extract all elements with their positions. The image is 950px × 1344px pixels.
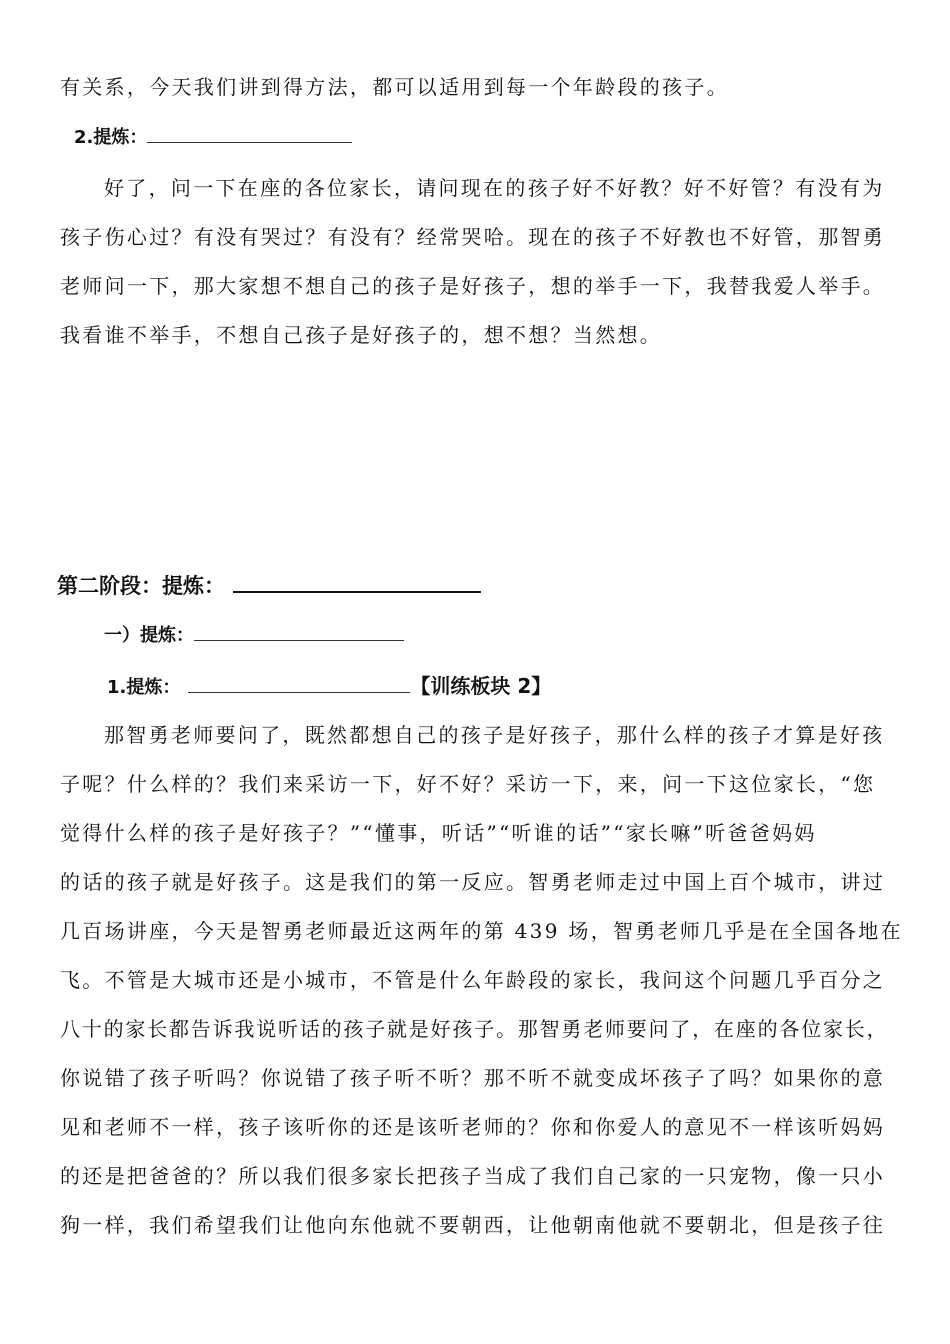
paragraph-line: 子呢？什么样的？我们来采访一下，好不好？采访一下，来，问一下这位家长，“您 (60, 772, 876, 796)
refine-label: 1.提炼： (107, 677, 181, 698)
paragraph-line: 你说错了孩子听吗？你说错了孩子听不听？那不听不就变成坏孩子了吗？如果你的意 (60, 1066, 886, 1090)
fill-in-blank (188, 676, 410, 693)
fill-in-blank (194, 624, 404, 641)
section-one-heading (104, 622, 404, 650)
refine-heading-2 (74, 124, 352, 152)
refine-label: 2.提炼： (74, 127, 148, 148)
training-block-tag: 【训练板块 2】 (410, 674, 552, 698)
paragraph-line: 我看谁不举手，不想自己孩子是好孩子的，想不想？当然想。 (60, 323, 663, 347)
paragraph-line: 几百场讲座，今天是智勇老师最近这两年的第 439 场，智勇老师几乎是在全国各地在 (60, 919, 903, 943)
fill-in-blank (147, 126, 352, 143)
paragraph-line: 八十的家长都告诉我说听话的孩子就是好孩子。那智勇老师要问了，在座的各位家长， (60, 1017, 889, 1041)
section-label: 一）提炼： (104, 625, 194, 646)
paragraph-line: 见和老师不一样，孩子该听你的还是该听老师的？你和你爱人的意见不一样该听妈妈 (60, 1115, 886, 1139)
fill-in-blank (233, 575, 481, 593)
text-line: 有关系，今天我们讲到得方法，都可以适用到每一个年龄段的孩子。 (60, 75, 729, 99)
paragraph-line: 好了，问一下在座的各位家长，请问现在的孩子好不好教？好不好管？有没有为 (104, 176, 885, 200)
refine-heading-1 (107, 672, 551, 702)
stage-two-heading (57, 572, 481, 600)
paragraph-line: 狗一样，我们希望我们让他向东他就不要朝西，让他朝南他就不要朝北，但是孩子往 (60, 1213, 886, 1237)
paragraph-line: 飞。不管是大城市还是小城市，不管是什么年龄段的家长，我问这个问题几乎百分之 (60, 968, 886, 992)
paragraph-line: 的还是把爸爸的？所以我们很多家长把孩子当成了我们自己家的一只宠物，像一只小 (60, 1164, 886, 1188)
paragraph-line: 那智勇老师要问了，既然都想自己的孩子是好孩子，那什么样的孩子才算是好孩 (104, 723, 885, 747)
paragraph-line: 觉得什么样的孩子是好孩子？”“懂事，听话”“听谁的话”“家长嘛”听爸爸妈妈 (60, 821, 817, 845)
paragraph-line: 老师问一下，那大家想不想自己的孩子是好孩子，想的举手一下，我替我爱人举手。 (60, 274, 886, 298)
paragraph-line: 的话的孩子就是好孩子。这是我们的第一反应。智勇老师走过中国上百个城市，讲过 (60, 870, 886, 894)
paragraph-line: 孩子伤心过？有没有哭过？有没有？经常哭哈。现在的孩子不好教也不好管，那智勇 (60, 225, 886, 249)
stage-label: 第二阶段：提炼： (57, 574, 225, 598)
